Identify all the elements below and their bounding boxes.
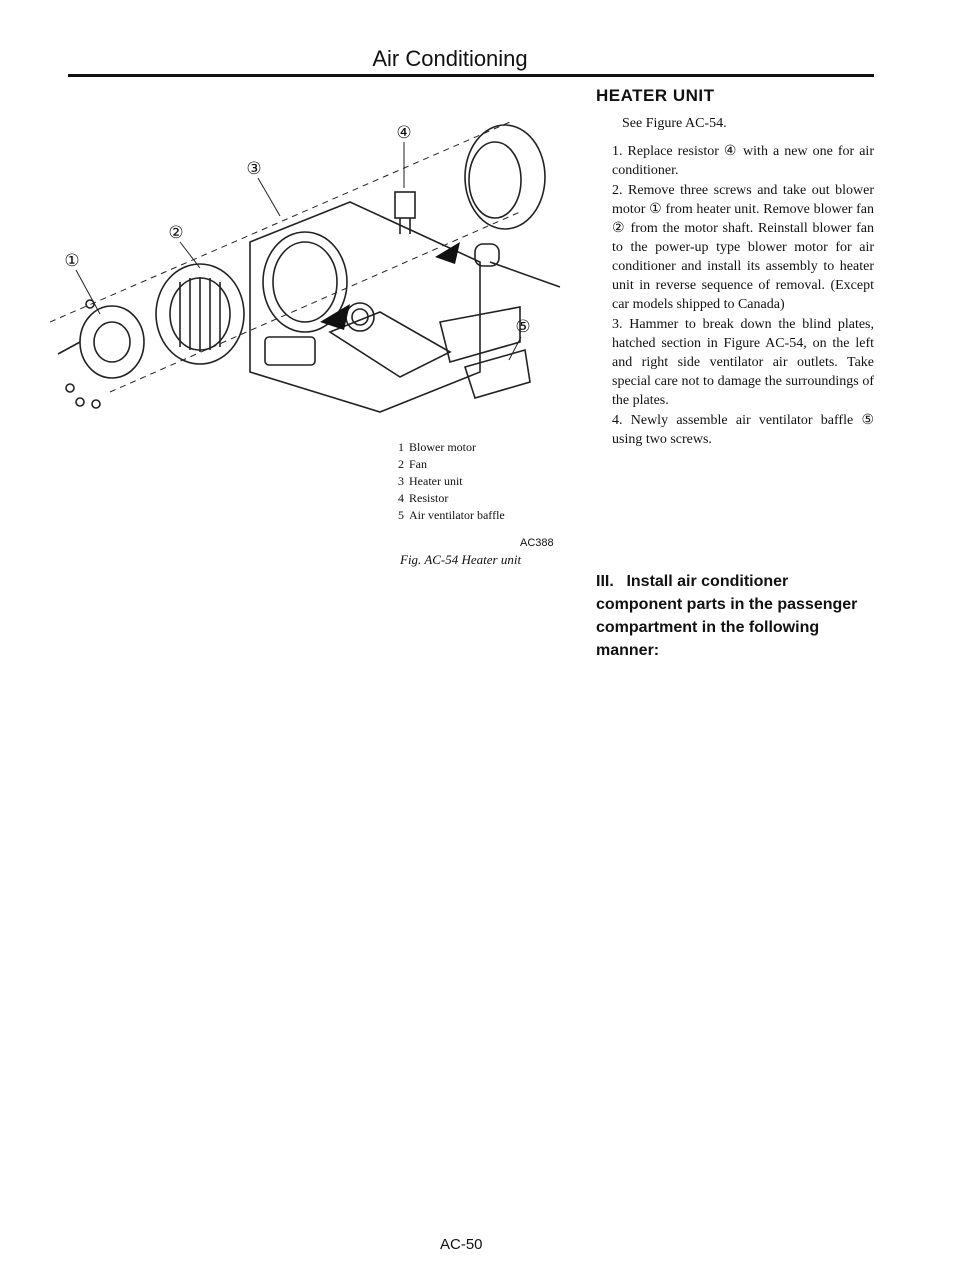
subsection-heading [596,570,874,662]
figure-code: AC388 [520,537,554,549]
legend-item [398,490,505,507]
legend-label: Fan [409,457,427,471]
page-number: AC-50 [440,1236,483,1253]
legend-number: 2 [398,457,404,471]
legend-label: Resistor [409,491,449,505]
subsection-number: III. [596,573,614,590]
legend-label: Heater unit [409,474,463,488]
legend-item [398,439,505,456]
legend-label: Blower motor [409,440,476,454]
legend-label: Air ventilator baffle [409,508,505,522]
callout-2: ② [168,223,184,243]
callout-3: ③ [246,159,262,179]
heater-unit-section [596,86,874,450]
legend-item [398,456,505,473]
page-header-title: Air Conditioning [372,46,528,71]
subsection-text: Install air conditioner component parts in the passenger compartment in the following manner: [596,573,858,659]
instruction-step: 2. Remove three screws and take out blower motor ① from heater unit. Remove blower fan ② from the motor shaft. Reinstall blower fan to the power-up type blower motor for air conditioner and install its assembly to heater unit in reverse sequence of removal. (Except car models shipped to Canada) [612,183,874,312]
instruction-step: 1. Replace resistor ④ with a new one for air conditioner. [612,144,874,178]
legend-number: 1 [398,440,404,454]
legend-number: 3 [398,474,404,488]
header-rule [68,74,874,77]
legend-number: 4 [398,491,404,505]
legend-item [398,473,505,490]
figure-caption: Fig. AC-54 Heater unit [400,552,522,567]
instruction-step: 4. Newly assemble air ventilator baffle ⑤ using two screws. [612,413,874,447]
heater-unit-illustration [50,92,590,428]
section-heading: HEATER UNIT [596,86,715,105]
legend-item [398,507,505,524]
see-figure-note: See Figure AC-54. [622,116,727,131]
figure-legend [398,439,505,524]
instruction-step: 3. Hammer to break down the blind plates, hatched section in Figure AC-54, on the left and right side ventilator air outlets. Take special care not to damage the surroundings of the plates. [612,317,874,408]
legend-number: 5 [398,508,404,522]
callout-4: ④ [396,123,412,143]
callout-5: ⑤ [515,317,531,337]
callout-1: ① [64,251,80,271]
